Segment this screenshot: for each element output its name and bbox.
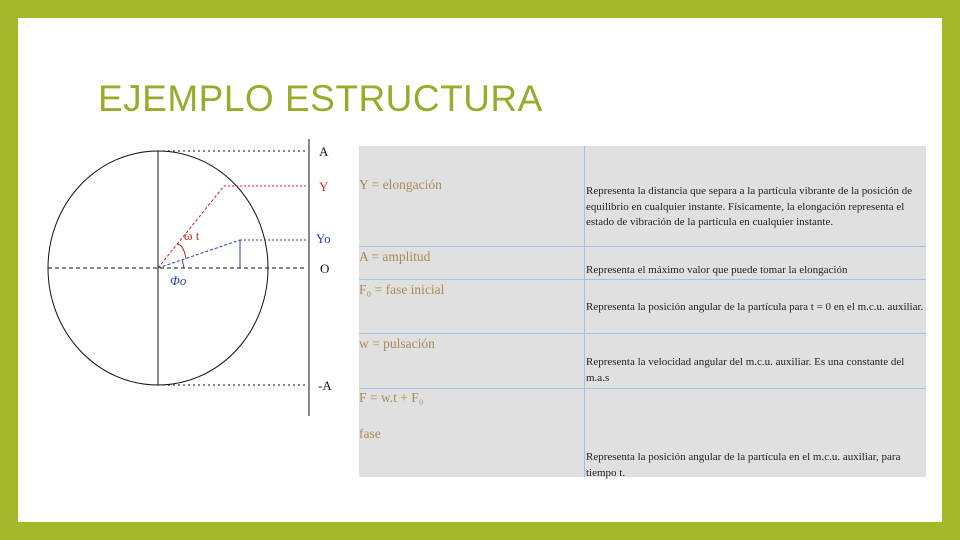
label-wt: ω t	[184, 228, 200, 243]
slide-title: EJEMPLO ESTRUCTURA	[98, 78, 543, 119]
angle-arc-wt	[178, 244, 186, 259]
row-divider	[359, 333, 926, 334]
row-divider	[359, 246, 926, 247]
initial-radius-line	[158, 240, 240, 268]
definitions-table	[359, 146, 926, 477]
label-O: O	[320, 261, 330, 276]
radius-phase-line	[158, 186, 224, 268]
label-A: A	[319, 144, 329, 159]
term-fase-formula: F = w.t + F₀	[359, 390, 424, 405]
term-fase-inicial: F₀ = fase inicial	[359, 282, 445, 297]
label-phi-o: Φo	[170, 273, 187, 288]
label-minus-A: -A	[318, 378, 332, 393]
term-fase: fase	[359, 426, 381, 441]
desc-pulsacion: Representa la velocidad angular del m.c.u. auxiliar. Es una constante del m.a.s	[586, 356, 905, 384]
desc-fase: Representa la posición angular de la partícula en el m.c.u. auxiliar, para tiempo t.	[586, 451, 901, 479]
slide	[18, 18, 942, 522]
desc-elongacion: Representa la distancia que separa a la partícula vibrante de la posición de equilibrio en cualquier instante. Físicamente, la elongación representa el estado de vibración de la partícula en cualquier instante.	[586, 185, 913, 228]
angle-arc-phi	[182, 260, 184, 268]
row-divider	[359, 279, 926, 280]
column-divider	[584, 146, 585, 477]
label-Y: Y	[319, 179, 329, 194]
oscillation-diagram	[44, 136, 334, 426]
label-Yo: Yo	[316, 231, 331, 246]
desc-fase-inicial: Representa la posición angular de la partícula para t = 0 en el m.c.u. auxiliar.	[586, 301, 924, 313]
desc-amplitud: Representa el máximo valor que puede tomar la elongación	[586, 264, 848, 276]
term-amplitud: A = amplitud	[359, 249, 431, 264]
row-divider	[359, 388, 926, 389]
term-pulsacion: w = pulsación	[359, 336, 435, 351]
term-elongacion: Y = elongación	[359, 177, 442, 192]
